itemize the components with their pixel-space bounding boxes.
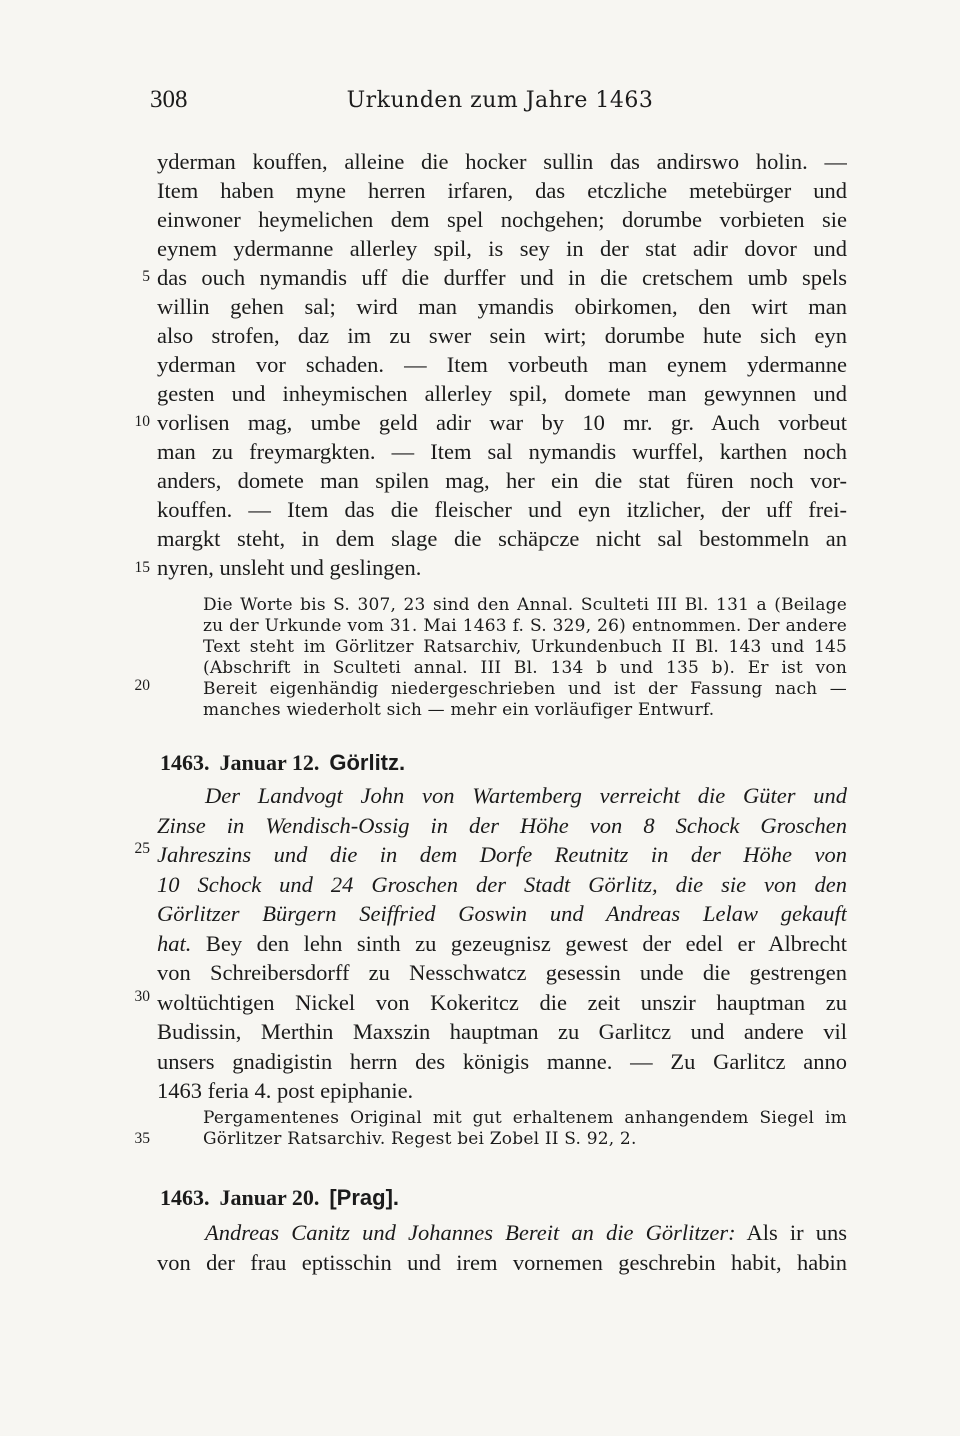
text-line: man zu freymargkten. — Item sal nymandis wurffel, karthen noch <box>157 439 847 464</box>
text-line: yderman vor schaden. — Item vorbeuth man eynem ydermanne <box>157 352 847 377</box>
entry-date: Januar 12. <box>219 750 320 775</box>
running-title: Urkunden zum Jahre 1463 <box>346 88 654 113</box>
note-line: Pergamentenes Original mit gut erhaltenem anhangendem Siegel im <box>203 1108 847 1128</box>
text-line <box>157 929 847 959</box>
text-line: Budissin, Merthin Maxszin hauptman zu Garlitcz und andere vil <box>157 1019 847 1044</box>
line-number-20: 20 <box>134 677 150 694</box>
note-line: Text steht im Görlitzer Ratsarchiv, Urkundenbuch II Bl. 143 und 145 <box>203 637 847 657</box>
text-line: 1463 feria 4. post epiphanie. <box>157 1078 414 1103</box>
entry-heading <box>160 750 405 776</box>
note-line: zu der Urkunde vom 31. Mai 1463 f. S. 329, 26) entnommen. Der andere <box>203 616 847 636</box>
regest-intro: Andreas Canitz und Johannes Bereit an die Görlitzer: <box>205 1220 736 1245</box>
regest-line: Jahreszins und die in dem Dorfe Reutnitz in der Höhe von <box>157 842 847 867</box>
main-text <box>157 147 847 582</box>
text-line: kouffen. — Item das die fleischer und eyn itzlicher, der uff frei- <box>157 497 847 522</box>
entry-place: Görlitz. <box>329 750 406 775</box>
text-line: woltüchtigen Nickel von Kokeritcz die zeit unszir hauptman zu <box>157 989 847 1015</box>
text-line: also strofen, daz im zu swer sein wirt; dorumbe hute sich eyn <box>157 323 847 348</box>
regest-line: Zinse in Wendisch-Ossig in der Höhe von 8 Schock Groschen <box>157 812 847 838</box>
page-header <box>150 86 850 120</box>
entry-body <box>157 781 847 1106</box>
line-number-25: 25 <box>134 840 150 857</box>
text-start: Bey den lehn sinth zu gezeugnisz gewest der edel er Albrecht <box>205 930 847 956</box>
text-line: unsers gnadigistin herrn des königis manne. — Zu Garlitcz anno <box>157 1048 847 1074</box>
note-line: manches wiederholt sich — mehr ein vorläufiger Entwurf. <box>203 700 715 720</box>
entry-place: [Prag]. <box>329 1185 400 1210</box>
regest-line: Görlitzer Bürgern Seiffried Goswin und Andreas Lelaw gekauft <box>157 901 847 926</box>
text-line: einwoner heymelichen dem spel nochgehen; dorumbe vorbieten sie <box>157 207 847 232</box>
editorial-note <box>203 595 847 721</box>
text-line: Item haben myne herren irfaren, das etczliche metebürger und <box>157 178 847 203</box>
text-line: yderman kouffen, alleine die hocker sullin das andirswo holin. — <box>157 149 847 174</box>
note-line: (Abschrift in Sculteti annal. III Bl. 134 b und 135 b). Er ist von <box>203 658 847 678</box>
text-line: von der frau eptisschin und irem vornemen geschrebin habit, habin <box>157 1249 847 1275</box>
source-note <box>203 1108 847 1150</box>
line-number-10: 10 <box>134 413 150 430</box>
text-line: nyren, unsleht und geslingen. <box>157 555 422 580</box>
line-number-35: 35 <box>134 1130 150 1147</box>
note-line: Görlitzer Ratsarchiv. Regest bei Zobel II S. 92, 2. <box>203 1129 637 1149</box>
text-line: anders, domete man spilen mag, her ein die stat füren noch vor- <box>157 468 847 493</box>
entry-year: 1463. <box>160 750 210 775</box>
regest-line: 10 Schock und 24 Groschen der Stadt Görlitz, die sie von den <box>157 871 847 897</box>
entry-body <box>157 1218 847 1277</box>
text-start: Als ir uns <box>746 1220 847 1245</box>
regest-line: Der Landvogt John von Wartemberg verreicht die Güter und <box>205 783 847 808</box>
line-number-30: 30 <box>134 988 150 1005</box>
text-line: margkt steht, in dem slage die schäpcze nicht sal bestommeln an <box>157 526 847 551</box>
text-line: eynem ydermanne allerley spil, is sey in der stat adir dovor und <box>157 236 847 261</box>
text-line: von Schreibersdorff zu Nesschwatcz gesessin unde die gestrengen <box>157 960 847 985</box>
entry-heading <box>160 1185 399 1211</box>
note-line: Die Worte bis S. 307, 23 sind den Annal. Sculteti III Bl. 131 a (Beilage <box>203 595 847 615</box>
text-line: willin gehen sal; wird man ymandis obirkomen, den wirt man <box>157 294 847 319</box>
line-number-5: 5 <box>142 268 150 285</box>
entry-year: 1463. <box>160 1185 210 1210</box>
text-line: vorlisen mag, umbe geld adir war by 10 mr. gr. Auch vorbeut <box>157 410 847 435</box>
note-line: Bereit eigenhändig niedergeschrieben und ist der Fassung nach — <box>203 679 847 699</box>
text-line: das ouch nymandis uff die durffer und in die cretschem umb spels <box>157 265 847 290</box>
page-number: 308 <box>150 86 188 113</box>
text-line <box>157 1218 847 1248</box>
text-line: gesten und inheymischen allerley spil, domete man gewynnen und <box>157 381 847 406</box>
line-number-15: 15 <box>134 559 150 576</box>
regest-end: hat. <box>157 930 192 956</box>
entry-date: Januar 20. <box>219 1185 320 1210</box>
